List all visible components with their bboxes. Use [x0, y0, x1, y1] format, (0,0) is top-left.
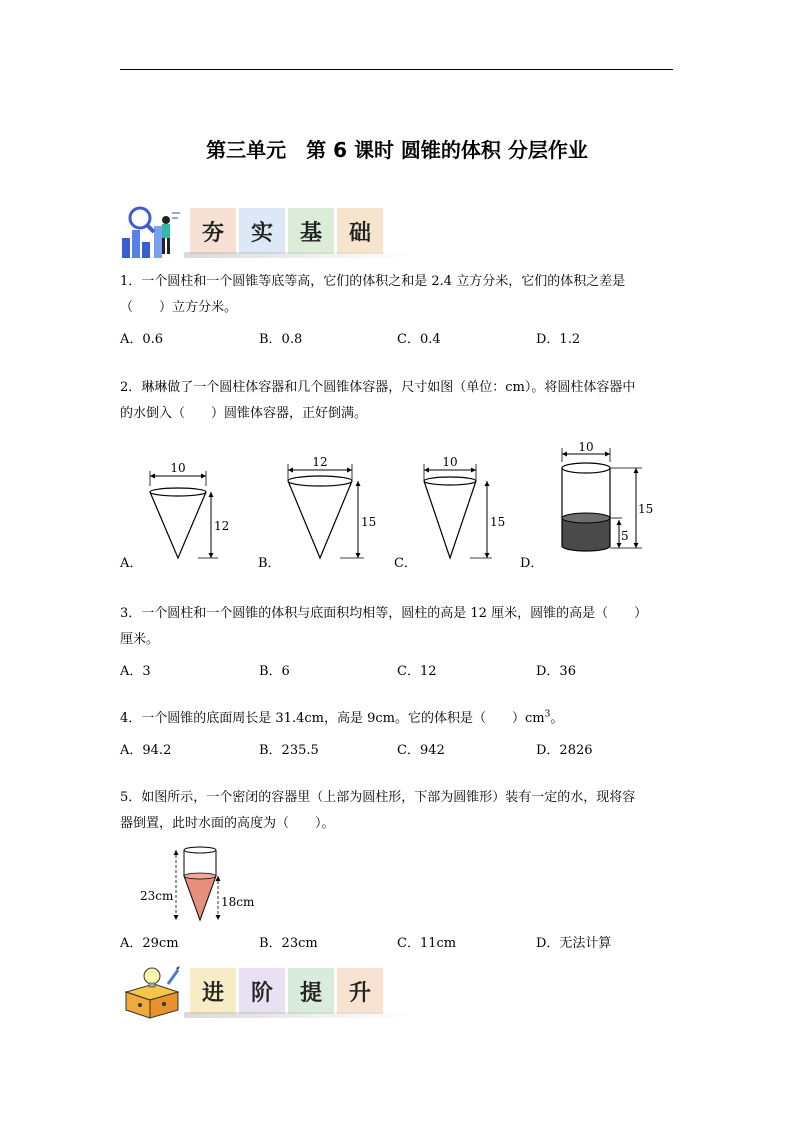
option-b[interactable]: B．0.8	[259, 332, 303, 347]
question-1	[120, 269, 680, 321]
question-line: 厘米。	[120, 632, 160, 647]
option-d[interactable]: D．2826	[536, 743, 593, 758]
figure-letter: B．	[258, 556, 281, 571]
cone-c-height-label: 15	[490, 515, 506, 529]
option-d[interactable]: D．无法计算	[536, 936, 612, 951]
question-text: 4．一个圆锥的底面周长是 31.4cm，高是 9cm。它的体积是（ ）cm	[120, 711, 545, 726]
question-line: 3．一个圆柱和一个圆锥的体积与底面积均相等，圆柱的高是 12 厘米，圆锥的高是（ ）	[120, 606, 648, 621]
figure-cylinder-d	[518, 438, 658, 572]
banner-tile: 阶	[239, 968, 285, 1014]
figure-letter: D．	[520, 556, 544, 571]
question-line	[120, 706, 680, 732]
option-c[interactable]: C．11cm	[397, 936, 457, 951]
page-title: 第三单元 第 6 课时 圆锥的体积 分层作业	[206, 138, 588, 162]
question-line: 的水倒入（ ）圆锥体容器，正好倒满。	[120, 406, 368, 421]
banner-tiles	[190, 208, 386, 254]
question-3-options	[120, 660, 680, 680]
water-height-label: 18cm	[221, 895, 255, 909]
cone-c-top-label: 10	[442, 455, 458, 469]
question-3	[120, 601, 680, 653]
question-4	[120, 706, 680, 732]
question-5-options	[120, 932, 680, 952]
lightbulb-box-icon	[120, 964, 182, 1022]
cylinder-height-label: 15	[638, 502, 654, 516]
section-banner-basic	[120, 204, 420, 262]
banner-tile: 实	[239, 208, 285, 254]
figure-letter: C．	[394, 556, 417, 571]
option-d[interactable]: D．36	[536, 664, 576, 679]
figure-cone-a	[118, 460, 248, 572]
banner-shadow	[184, 1012, 414, 1018]
total-height-label: 23cm	[140, 889, 174, 903]
banner-shadow	[184, 252, 414, 258]
cone-a-height-label: 12	[214, 519, 230, 533]
banner-tile: 基	[288, 208, 334, 254]
superscript: 3	[544, 709, 551, 720]
figure-cone-c	[392, 450, 517, 572]
option-d[interactable]: D．1.2	[536, 332, 581, 347]
option-c[interactable]: C．0.4	[397, 332, 441, 347]
question-line: （ ）立方分米。	[120, 300, 238, 315]
question-line: 2．琳琳做了一个圆柱体容器和几个圆锥体容器，尺寸如图（单位：cm）。将圆柱体容器中	[120, 380, 636, 395]
banner-tile: 提	[288, 968, 334, 1014]
option-b[interactable]: B．23cm	[259, 936, 318, 951]
figure-letter: A．	[120, 556, 143, 571]
option-a[interactable]: A．0.6	[120, 332, 164, 347]
magnifier-chart-icon	[120, 204, 182, 262]
banner-tile: 进	[190, 968, 236, 1014]
question-line: 器倒置，此时水面的高度为（ ）。	[120, 816, 335, 831]
cone-b-top-label: 12	[312, 455, 328, 469]
question-line: 5．如图所示，一个密闭的容器里（上部为圆柱形，下部为圆锥形）装有一定的水，现将容	[120, 790, 636, 805]
cone-a-top-label: 10	[170, 461, 186, 475]
cone-b-height-label: 15	[361, 515, 377, 529]
section-banner-advanced	[120, 964, 420, 1022]
question-4-options	[120, 739, 680, 759]
option-a[interactable]: A．29cm	[120, 936, 179, 951]
question-text: 。	[550, 711, 564, 726]
option-a[interactable]: A．94.2	[120, 743, 172, 758]
question-1-options	[120, 328, 680, 348]
banner-tile: 夯	[190, 208, 236, 254]
option-b[interactable]: B．6	[259, 664, 290, 679]
banner-tiles	[190, 968, 386, 1014]
banner-tile: 础	[337, 208, 383, 254]
banner-tile: 升	[337, 968, 383, 1014]
header-rule	[120, 69, 673, 70]
question-5	[120, 785, 680, 837]
option-c[interactable]: C．12	[397, 664, 437, 679]
question-line: 1．一个圆柱和一个圆锥等底等高，它们的体积之和是 2.4 立方分米，它们的体积之差是	[120, 274, 626, 289]
cylinder-water-label: 5	[621, 529, 629, 543]
option-c[interactable]: C．942	[397, 743, 445, 758]
figure-container-q5	[138, 842, 268, 924]
figure-cone-b	[256, 450, 386, 572]
option-a[interactable]: A．3	[120, 664, 151, 679]
cylinder-top-label: 10	[578, 440, 594, 454]
option-b[interactable]: B．235.5	[259, 743, 319, 758]
question-2	[120, 375, 680, 427]
